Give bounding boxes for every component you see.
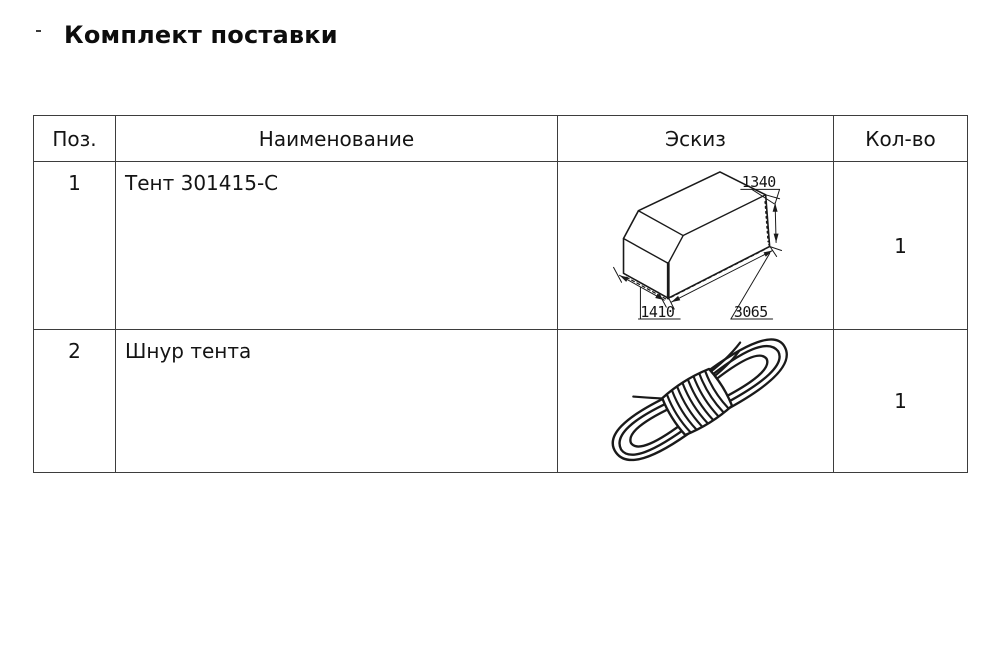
stray-mark: [36, 30, 41, 32]
table-row-1-quantity: 1: [834, 162, 967, 330]
tent-length-dimension: 3065: [733, 303, 768, 322]
header-cell-name: Наименование: [116, 116, 558, 162]
coiled-cord-sketch: [600, 332, 810, 468]
tent-height-dimension: 1340: [741, 172, 776, 191]
header-cell-sketch: Эскиз: [558, 116, 834, 162]
header-cell-position: Поз.: [34, 116, 116, 162]
tent-sketch: [590, 162, 830, 328]
table-row-1-sketch-cell: [558, 162, 834, 330]
table-row-1-position: 1: [34, 162, 116, 330]
table-row-2-sketch-cell: [558, 330, 834, 472]
table-row-1-name: Тент 301415-С: [116, 162, 558, 330]
tent-width-dimension: 1410: [640, 303, 675, 322]
table-row-2-position: 2: [34, 330, 116, 472]
delivery-kit-table: [33, 115, 968, 473]
header-cell-quantity: Кол-во: [834, 116, 967, 162]
table-row-2-quantity: 1: [894, 389, 907, 413]
page-title: Комплект поставки: [64, 21, 338, 49]
table-row-2-name: Шнур тента: [116, 330, 558, 472]
